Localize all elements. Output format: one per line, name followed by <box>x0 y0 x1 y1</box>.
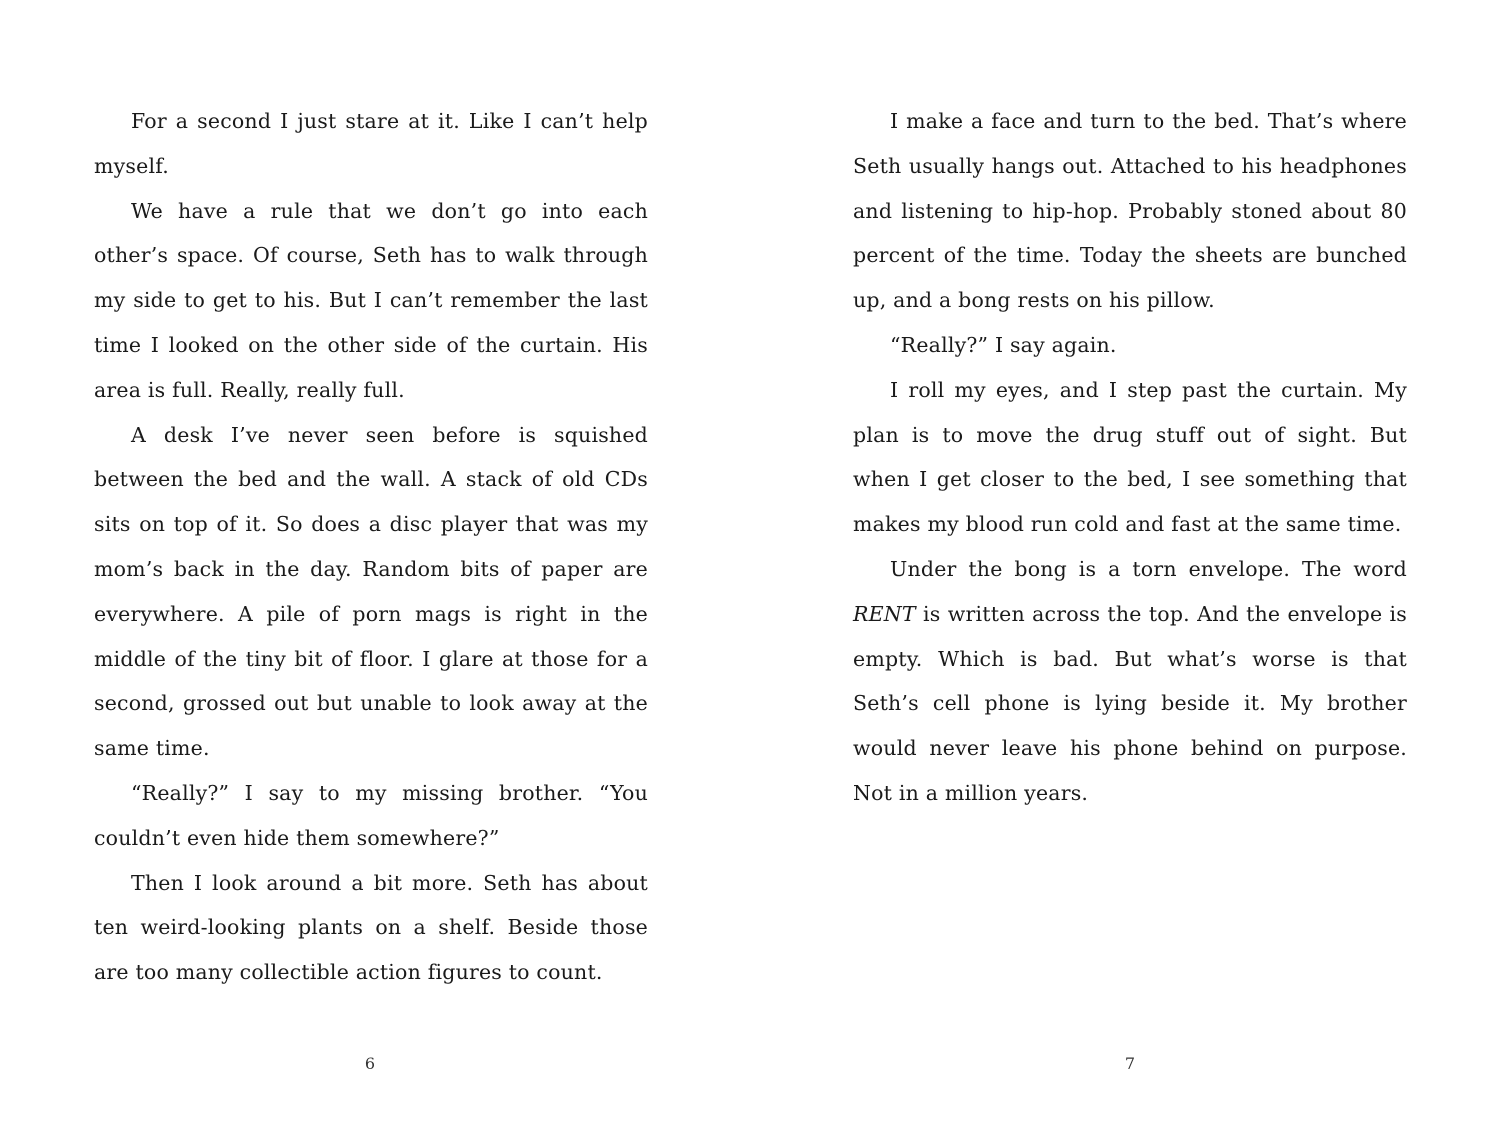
paragraph-text: is written across the top. And the envelope is empty. Which is bad. But what’s worse is that Seth’s cell phone is lying beside it. My brother would never leave his phone behind on purpose. Not in a million years. <box>853 601 1407 805</box>
paragraph-text: Under the bong is a torn envelope. The word <box>890 556 1407 581</box>
paragraph: A desk I’ve never seen before is squished between the bed and the wall. A stack of old CDs sits on top of it. So does a disc player that was my mom’s back in the day. Random bits of paper are everywhere. A pile of porn mags is right in the middle of the tiny bit of floor. I glare at those for a second, grossed out but unable to look away at the same time. <box>94 422 648 761</box>
right-page <box>750 0 1500 1125</box>
paragraph: For a second I just stare at it. Like I can’t help myself. <box>94 109 648 178</box>
paragraph: “Really?” I say to my missing brother. “You couldn’t even hide them somewhere?” <box>94 780 648 850</box>
right-page-text <box>853 99 1407 816</box>
left-page-text <box>94 99 648 995</box>
paragraph: I roll my eyes, and I step past the curtain. My plan is to move the drug stuff out of sight. But when I get closer to the bed, I see something that makes my blood run cold and fast at the same time. <box>853 377 1407 537</box>
paragraph: We have a rule that we don’t go into each other’s space. Of course, Seth has to walk through my side to get to his. But I can’t remember the last time I looked on the other side of the curtain. His area is full. Really, really full. <box>94 198 648 402</box>
paragraph: “Really?” I say again. <box>890 332 1117 357</box>
paragraph <box>853 547 1407 816</box>
paragraph: Then I look around a bit more. Seth has about ten weird-looking plants on a shelf. Beside those are too many collectible action figures to count. <box>94 870 648 985</box>
page-number: 7 <box>1124 1054 1136 1073</box>
paragraph: I make a face and turn to the bed. That’s where Seth usually hangs out. Attached to his headphones and listening to hip-hop. Probably stoned about 80 percent of the time. Today the sheets are bunched up, and a bong rests on his pillow. <box>853 109 1407 313</box>
emphasized-word: RENT <box>853 601 916 626</box>
page-number: 6 <box>364 1054 376 1073</box>
